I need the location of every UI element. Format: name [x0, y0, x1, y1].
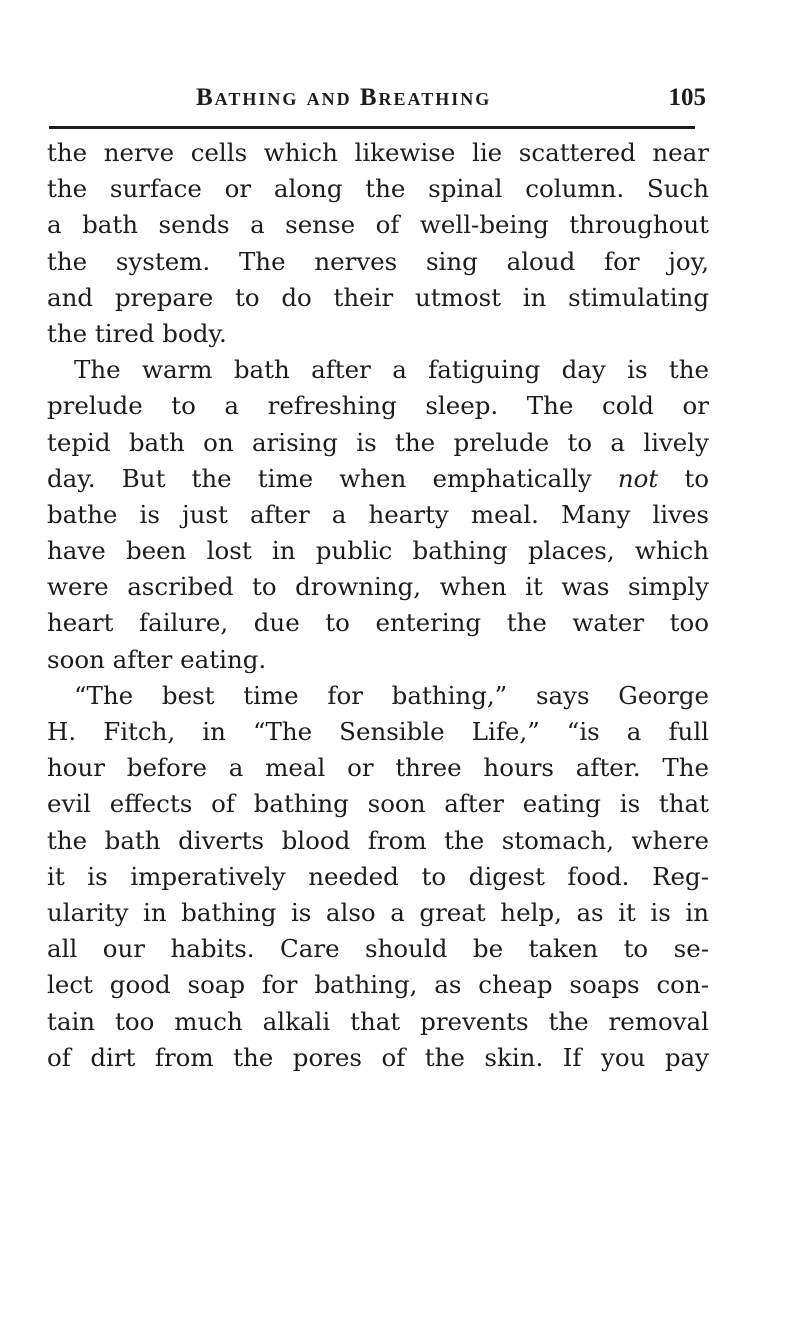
text-line: lect good soap for bathing, as cheap soaps con-: [47, 970, 709, 1000]
text-line-with-emphasis: [47, 461, 709, 497]
text-line: tepid bath on arising is the prelude to a lively: [47, 427, 709, 457]
text-line: evil effects of bathing soon after eating is that: [47, 789, 709, 819]
line-text: day. But the time when emphatically: [47, 463, 592, 493]
text-line: a bath sends a sense of well-being throughout: [47, 210, 709, 240]
line-text-tail: to: [658, 463, 709, 493]
text-line: bathe is just after a hearty meal. Many lives: [47, 499, 709, 529]
emphasized-word: not: [617, 463, 659, 493]
text-line: the surface or along the spinal column. Such: [47, 174, 709, 204]
page-number: 105: [668, 84, 706, 111]
text-line: The warm bath after a fatiguing day is the: [74, 355, 709, 385]
text-line: have been lost in public bathing places, which: [47, 536, 709, 566]
text-line: the system. The nerves sing aloud for joy,: [47, 246, 709, 276]
paragraph: [47, 135, 709, 352]
paragraph: [47, 352, 709, 678]
text-line: ularity in bathing is also a great help, as it is in: [47, 897, 709, 927]
text-line: “The best time for bathing,” says George: [74, 680, 709, 710]
text-line: the nerve cells which likewise lie scattered near: [47, 138, 709, 167]
paragraph: [47, 678, 709, 1076]
text-line: heart failure, due to entering the water too: [47, 608, 709, 638]
text-line: the tired body.: [47, 318, 227, 348]
text-line: all our habits. Care should be taken to se-: [47, 934, 709, 964]
text-line: hour before a meal or three hours after. The: [47, 753, 709, 783]
text-line: tain too much alkali that prevents the removal: [47, 1006, 709, 1036]
body-text: [47, 135, 709, 1076]
text-line: and prepare to do their utmost in stimulating: [47, 282, 709, 312]
running-head-title: Bathing and Breathing: [196, 84, 492, 111]
text-line: were ascribed to drowning, when it was simply: [47, 572, 709, 602]
text-line: soon after eating.: [47, 644, 267, 674]
text-line: the bath diverts blood from the stomach, where: [47, 825, 709, 855]
text-line: it is imperatively needed to digest food. Reg-: [47, 861, 709, 891]
text-line: prelude to a refreshing sleep. The cold or: [47, 391, 709, 421]
header-rule: [49, 126, 695, 129]
running-header: [196, 84, 706, 124]
text-line: H. Fitch, in “The Sensible Life,” “is a full: [47, 717, 709, 746]
text-line: of dirt from the pores of the skin. If you pay: [47, 1042, 709, 1072]
